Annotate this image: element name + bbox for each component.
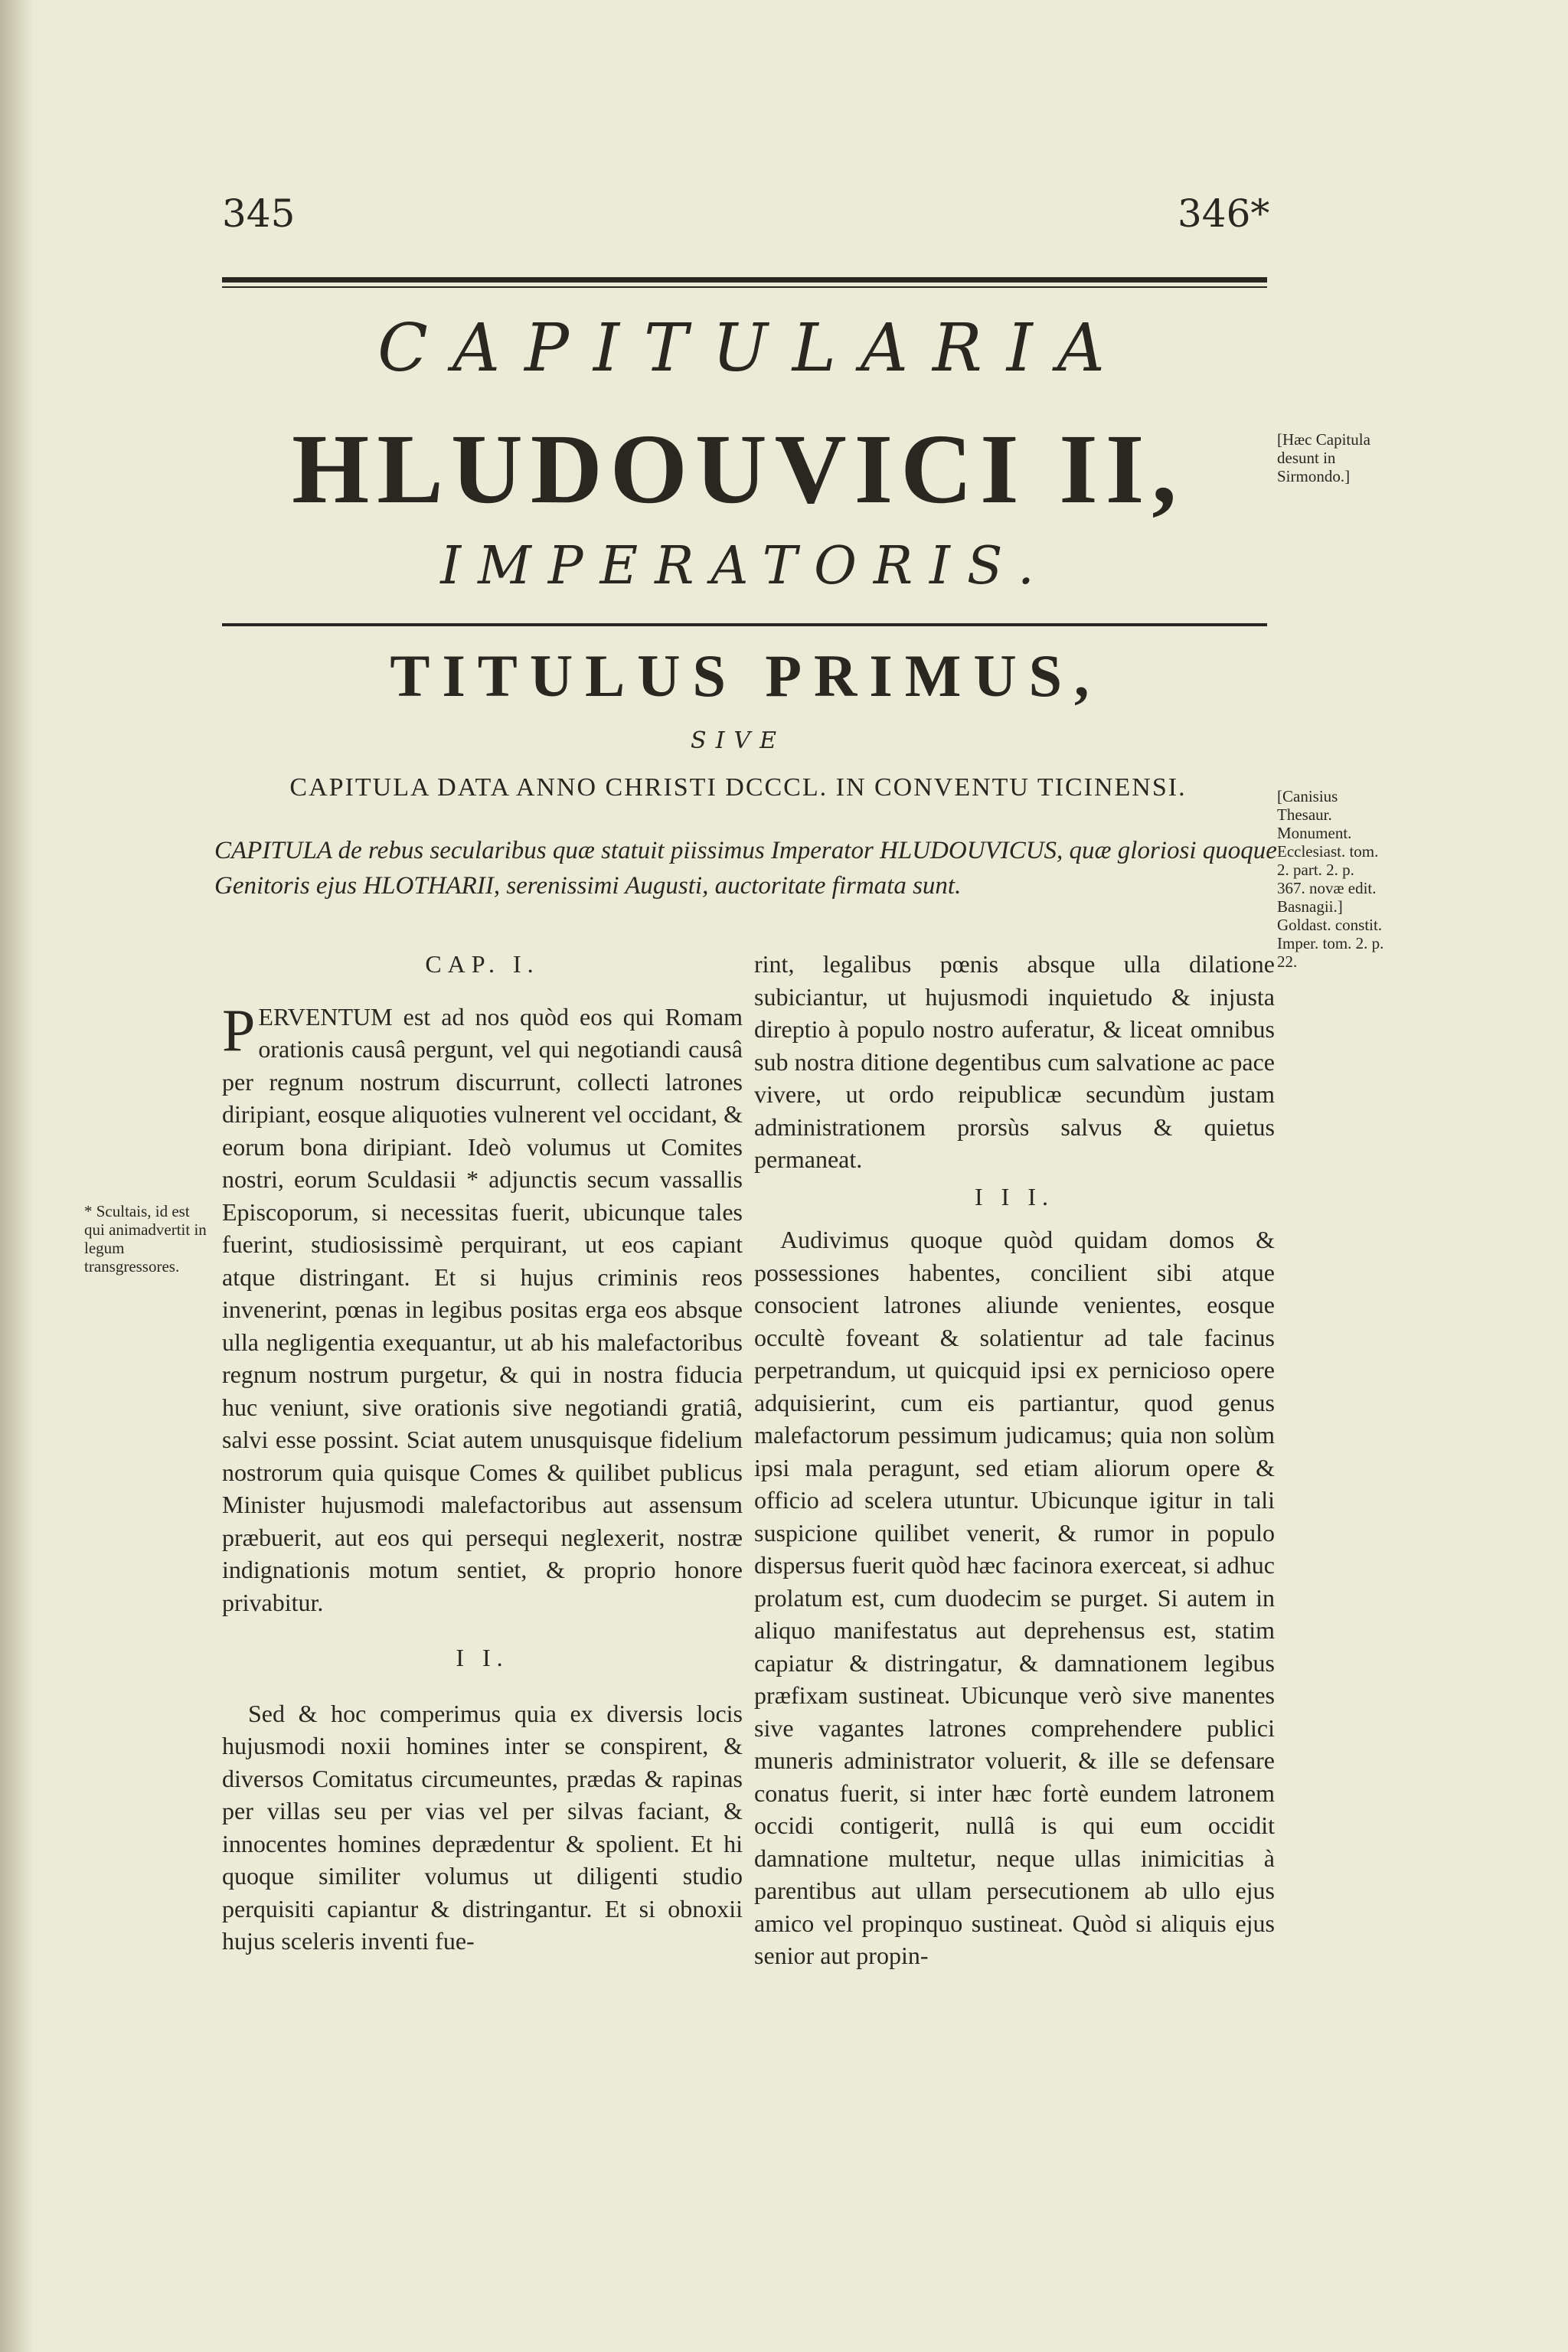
- intro-paragraph: CAPITULA de rebus secularibus quæ statuit piissimus Imperator HLUDOUVICUS, quæ gloriosi quoque Genitoris ejus HLOTHARII, serenissimi Augusti, auctoritate firmata sunt.: [214, 837, 1277, 900]
- top-rule-thick: [222, 277, 1267, 283]
- margin-note-right-1: [Hæc Capitula desunt in Sirmondo.]: [1277, 430, 1370, 485]
- chapter-2-text: Sed & hoc comperimus quia ex diversis locis hujusmodi noxii homines inter se conspirent, & diversos Comitatus circumeuntes, prædas & rapinas per villas seu per vias vel per silvas faciant, & innocentes homines deprædentur & spolient. Et hi quoque similiter volumus ut diligenti studio perquisiti capiantur & distringantur. Et si obnoxii hujus sceleris inventi fue-: [222, 1699, 743, 1955]
- text-column-right: [754, 948, 1275, 1972]
- chapter-1-text: ERVENTUM est ad nos quòd eos qui Romam orationis causâ pergunt, vel qui negotiandi causâ per regnum nostrum discurrunt, collecti latrones diripiant, eosque aliquoties vulnerent vel occidant, & eorum bona diripiant. Ideò volumus ut Comites nostri, eorum Sculdasii * adjunctis secum vassallis Episcoporum, si necessitas fuerit, ubicunque tales fuerint, studiosissimè perquirant, ut eos capiant atque distringant. Et si hujus criminis reos invenerint, pœnas in legibus positas erga eos absque ulla negligentia exequantur, ut ab his malefactoribus regnum nostrum purgetur, & qui in nostra fiducia huc veniunt, sive orationis sive negotiandi gratiâ, salvi esse possint. Sciat autem unusquisque fidelium nostrorum quia quisque Comes & quilibet publicus Minister hujusmodi malefactoribus aut assensum præbuerit, aut eos qui persequi neglexerit, nostræ indignationis motum sentiet, & proprio honore privabitur.: [222, 1002, 743, 1616]
- chapter-heading-3: I I I.: [975, 1182, 1054, 1210]
- chapter-heading-2: I I.: [456, 1644, 509, 1671]
- chapter-2-continuation: rint, legalibus pœnis absque ulla dilatione subiciantur, ut hujusmodi inquietudo & injusta direptio à populo nostro auferatur, & liceat omnibus sub nostra ditione degentibus cum salvatione ac pace vivere, ut ordo reipublicæ secundùm justam administrationem prorsùs salvus & quietus permaneat.: [754, 950, 1275, 1173]
- chapter-1-paragraph: [222, 996, 743, 1619]
- drop-cap: P: [222, 996, 256, 1063]
- title-sive: SIVE: [691, 727, 786, 754]
- page-number-right: 346*: [1178, 191, 1270, 236]
- text-column-left: [222, 948, 743, 1958]
- margin-note-right-2: [Canisius Thesaur. Monument. Ecclesiast. tom. 2. part. 2. p. 367. novæ edit. Basnagii.] Goldast. constit. Imper. tom. 2. p. 22.: [1277, 787, 1384, 971]
- title-capitularia: CAPITULARIA: [377, 310, 1129, 387]
- page-number-left: 345: [222, 191, 296, 236]
- title-capitula-data: CAPITULA DATA ANNO CHRISTI DCCCL. IN CONVENTU TICINENSI.: [289, 773, 1187, 802]
- title-imperatoris: IMPERATORIS.: [440, 536, 1051, 596]
- title-titulus-primus: TITULUS PRIMUS,: [390, 642, 1102, 709]
- title-divider-rule: [222, 623, 1267, 626]
- chapter-3-text: Audivimus quoque quòd quidam domos & possessiones habentes, concilient sibi atque consocient latrones aliunde venientes, eosque occultè foveant & solatientur ad tale facinus perpetrandum, ut quicquid ipsi ex pernicioso opere adquisierint, cum eis partiantur, quod genus malefactorum pessimum judicamus; quia non solùm ipsi mala peragunt, sed etiam aliorum opere & officio ad scelera utuntur. Ubicunque igitur in tali suspicione quilibet venerit, & rumor in populo dispersus fuerit quòd hæc facinora exerceat, si adhuc prolatum est, cum duodecim se purget. Si autem in aliquo manifestatus aut deprehensus est, statim capiatur & distringatur, & damnationem legibus præfixam sustineat. Ubicunque verò sive manentes sive vagantes latrones comprehendere publici muneris administrator voluerit, & ille se defensare conatus fuerit, si inter hæc fortè eundem latronem occidi contigerit, nullâ is qui eum occidit damnatione multetur, neque ullas inimicitias à parentibus aut ullam persecutionem ab ullo ejus amico vel propinquo sustineat. Quòd si aliquis ejus senior aut propin-: [754, 1226, 1275, 1969]
- chapter-heading-1: CAP. I.: [425, 950, 540, 978]
- margin-note-left-1: * Scultais, id est qui animadvertit in legum transgressores.: [84, 1202, 207, 1276]
- top-rule-thin: [222, 286, 1267, 288]
- title-hludouvici: HLUDOUVICI II,: [292, 414, 1184, 524]
